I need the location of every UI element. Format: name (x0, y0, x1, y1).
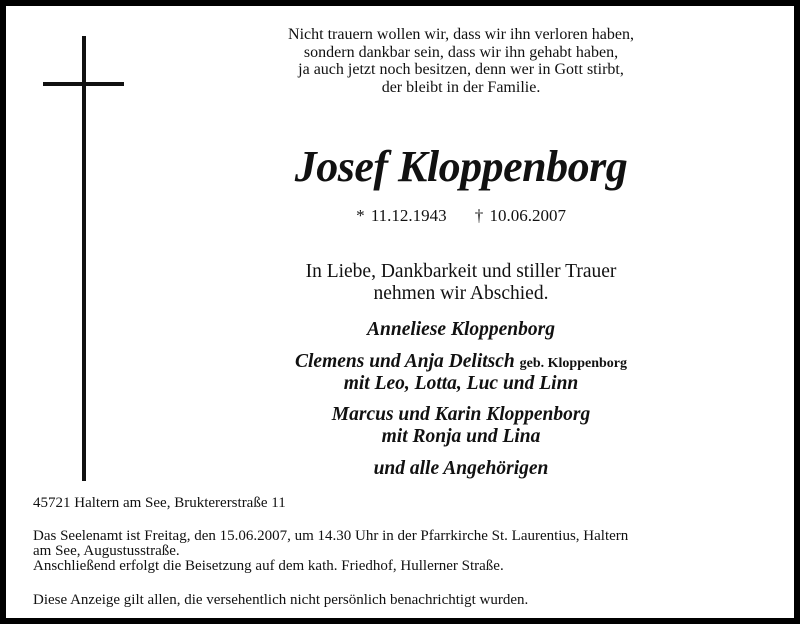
verse (236, 26, 686, 96)
family-member: und alle Angehörigen (373, 458, 549, 479)
family-member: Marcus und Karin Kloppenborg (331, 404, 591, 425)
death-date: † 10.06.2007 (474, 206, 566, 225)
verse-line: Nicht trauern wollen wir, dass wir ihn verloren haben, (288, 26, 634, 43)
maiden-name: geb. Kloppenborg (519, 356, 627, 371)
cross-vertical-bar (82, 36, 86, 481)
address: 45721 Haltern am See, Bruktererstraße 11 (33, 495, 286, 511)
obituary-card (6, 6, 794, 618)
family-member: Anneliese Kloppenborg (367, 319, 555, 340)
family-member: mit Ronja und Lina (381, 426, 541, 447)
family-member: mit Leo, Lotta, Luc und Linn (343, 373, 579, 394)
service-line: Anschließend erfolgt die Beisetzung auf dem kath. Friedhof, Hullerner Straße. (33, 558, 504, 574)
farewell-line: In Liebe, Dankbarkeit und stiller Trauer (305, 261, 617, 282)
verse-line: ja auch jetzt noch besitzen, denn wer in Gott stirbt, (298, 61, 624, 78)
life-dates (236, 206, 686, 226)
cross-horizontal-bar (43, 82, 124, 86)
family-member-name: Clemens und Anja Delitsch (294, 351, 515, 372)
birth-date: * 11.12.1943 (356, 206, 447, 225)
service-line: Das Seelenamt ist Freitag, den 15.06.2007, um 14.30 Uhr in der Pfarrkirche St. Laurentius, Haltern (33, 528, 629, 544)
deceased-name: Josef Kloppenborg (294, 142, 628, 191)
verse-line: der bleibt in der Familie. (381, 78, 541, 96)
service-line: am See, Augustusstraße. (33, 543, 180, 559)
service-info (33, 529, 628, 574)
notice: Diese Anzeige gilt allen, die versehentlich nicht persönlich benachrichtigt wurden. (33, 592, 529, 608)
verse-line: sondern dankbar sein, dass wir ihn gehabt haben, (303, 43, 619, 61)
farewell-text (236, 261, 686, 305)
family-member (226, 351, 696, 375)
farewell-line: nehmen wir Abschied. (373, 283, 549, 304)
